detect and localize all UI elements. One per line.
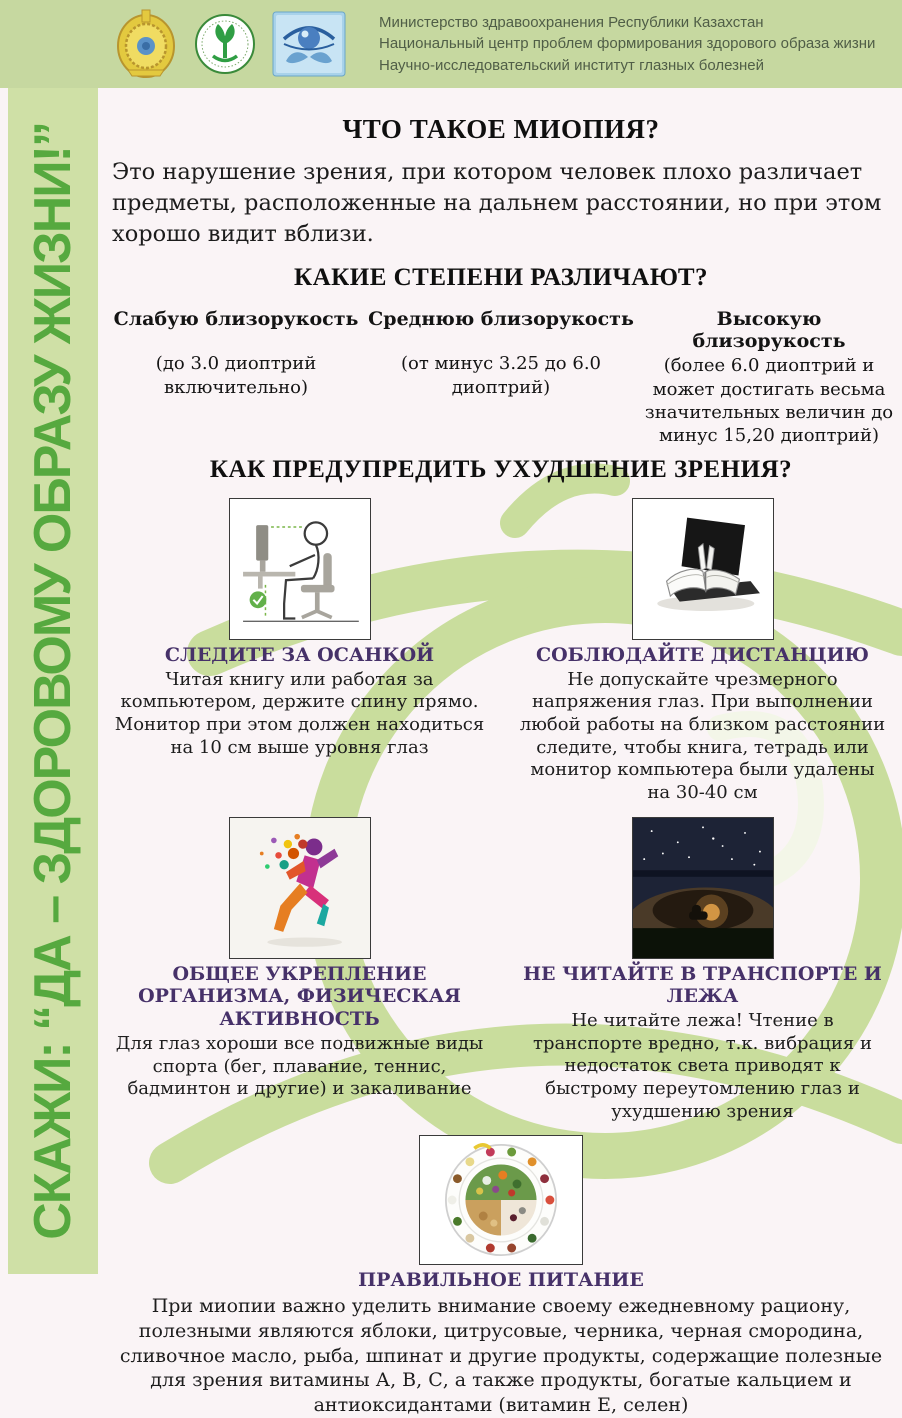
org-line-1: Министерство здравоохранения Республики Казахстан	[379, 14, 764, 32]
colorful-runner-illustration-image	[229, 817, 371, 959]
tip-title: ОБЩЕЕ УКРЕПЛЕНИЕ ОРГАНИЗМА, ФИЗИЧЕСКАЯ АКТИВНОСТЬ	[138, 962, 461, 1031]
tip-text: Не читайте лежа! Чтение в транспорте вредно, т.к. вибрация и недостаток света приводят к быстрому переутомлению глаз и ухудшению зрения	[533, 1010, 872, 1122]
tip-text: Читая книгу или работая за компьютером, держите спину прямо. Монитор при этом должен находиться на 10 см выше уровня глаз	[114, 668, 485, 758]
healthy-food-plate-image	[419, 1135, 583, 1265]
degrees-title: КАКИЕ СТЕПЕНИ РАЗЛИЧАЮТ?	[293, 264, 709, 292]
tip-no-reading-transport	[509, 813, 896, 1124]
tip-text: Для глаз хороши все подвижные виды спорта (бег, плавание, теннис, бадминтон и другие) и закаливание	[115, 1032, 484, 1100]
degree-name: Слабую близорукость	[113, 308, 359, 331]
healthy-lifestyle-logo-icon	[193, 12, 257, 76]
degree-desc: (более 6.0 диоптрий и может достигать весьма значительных величин до минус 15,20 диоптрий)	[644, 355, 894, 447]
degrees-row	[110, 308, 898, 448]
tip-distance	[509, 494, 896, 805]
sidebar	[8, 88, 98, 1274]
page-title: ЧТО ТАКОЕ МИОПИЯ?	[342, 114, 660, 144]
posture-ergonomics-diagram-image	[229, 498, 371, 640]
degree-high	[640, 308, 898, 448]
tip-text: Не допускайте чрезмерного напряжения глаз. При выполнении любой работы на близком расстоянии следите, чтобы книга, тетрадь или монитор компьютера были удалены на 30-40 см	[519, 668, 886, 803]
tip-title: СЛЕДИТЕ ЗА ОСАНКОЙ	[164, 643, 435, 666]
open-book-laptop-photo-image	[632, 498, 774, 640]
degree-desc: (от минус 3.25 до 6.0 диоптрий)	[401, 353, 601, 398]
kazakhstan-emblem-icon	[114, 8, 178, 80]
tip-title: ПРАВИЛЬНОЕ ПИТАНИЕ	[358, 1269, 644, 1292]
degree-medium	[368, 308, 634, 448]
degree-name: Высокую близорукость	[692, 308, 846, 353]
intro-paragraph: Это нарушение зрения, при котором человек плохо различает предметы, расположенные на дальнем расстоянии, но при этом хорошо видит вблизи.	[112, 159, 882, 248]
degree-name: Среднюю близорукость	[368, 308, 634, 331]
degree-mild	[110, 308, 362, 448]
header-org-lines	[379, 12, 875, 76]
sidebar-slogan: СКАЖИ: “ДА – ЗДОРОВОМУ ОБРАЗУ ЖИЗНИ!”	[24, 122, 82, 1240]
org-line-3: Научно-исследовательский институт глазных болезней	[379, 56, 765, 74]
tip-posture	[106, 494, 493, 805]
header-bar	[0, 0, 902, 88]
tip-exercise	[106, 813, 493, 1124]
org-line-2: Национальный центр проблем формирования здорового образа жизни	[379, 35, 876, 53]
tip-title: СОБЛЮДАЙТЕ ДИСТАНЦИЮ	[535, 643, 870, 666]
tip-nutrition	[106, 1131, 896, 1417]
main-content	[100, 88, 902, 1418]
prevention-tips	[106, 494, 896, 1418]
tip-title: НЕ ЧИТАЙТЕ В ТРАНСПОРТЕ И ЛЕЖА	[523, 962, 882, 1008]
degree-desc: (до 3.0 диоптрий включительно)	[155, 353, 317, 398]
tip-text: При миопии важно уделить внимание своему ежедневному рациону, полезными являются яблоки, цитрусовые, черника, черная смородина, сливочное масло, рыба, шпинат и другие продукты, содержащие полезные для зрения витамины А, В, С, а также продукты, богатые кальцием и антиоксидантами (витамин Е, селен)	[119, 1295, 883, 1417]
night-reading-photo-image	[632, 817, 774, 959]
eye-institute-logo-icon	[272, 11, 346, 77]
prevention-title: КАК ПРЕДУПРЕДИТЬ УХУДШЕНИЕ ЗРЕНИЯ?	[209, 455, 793, 483]
